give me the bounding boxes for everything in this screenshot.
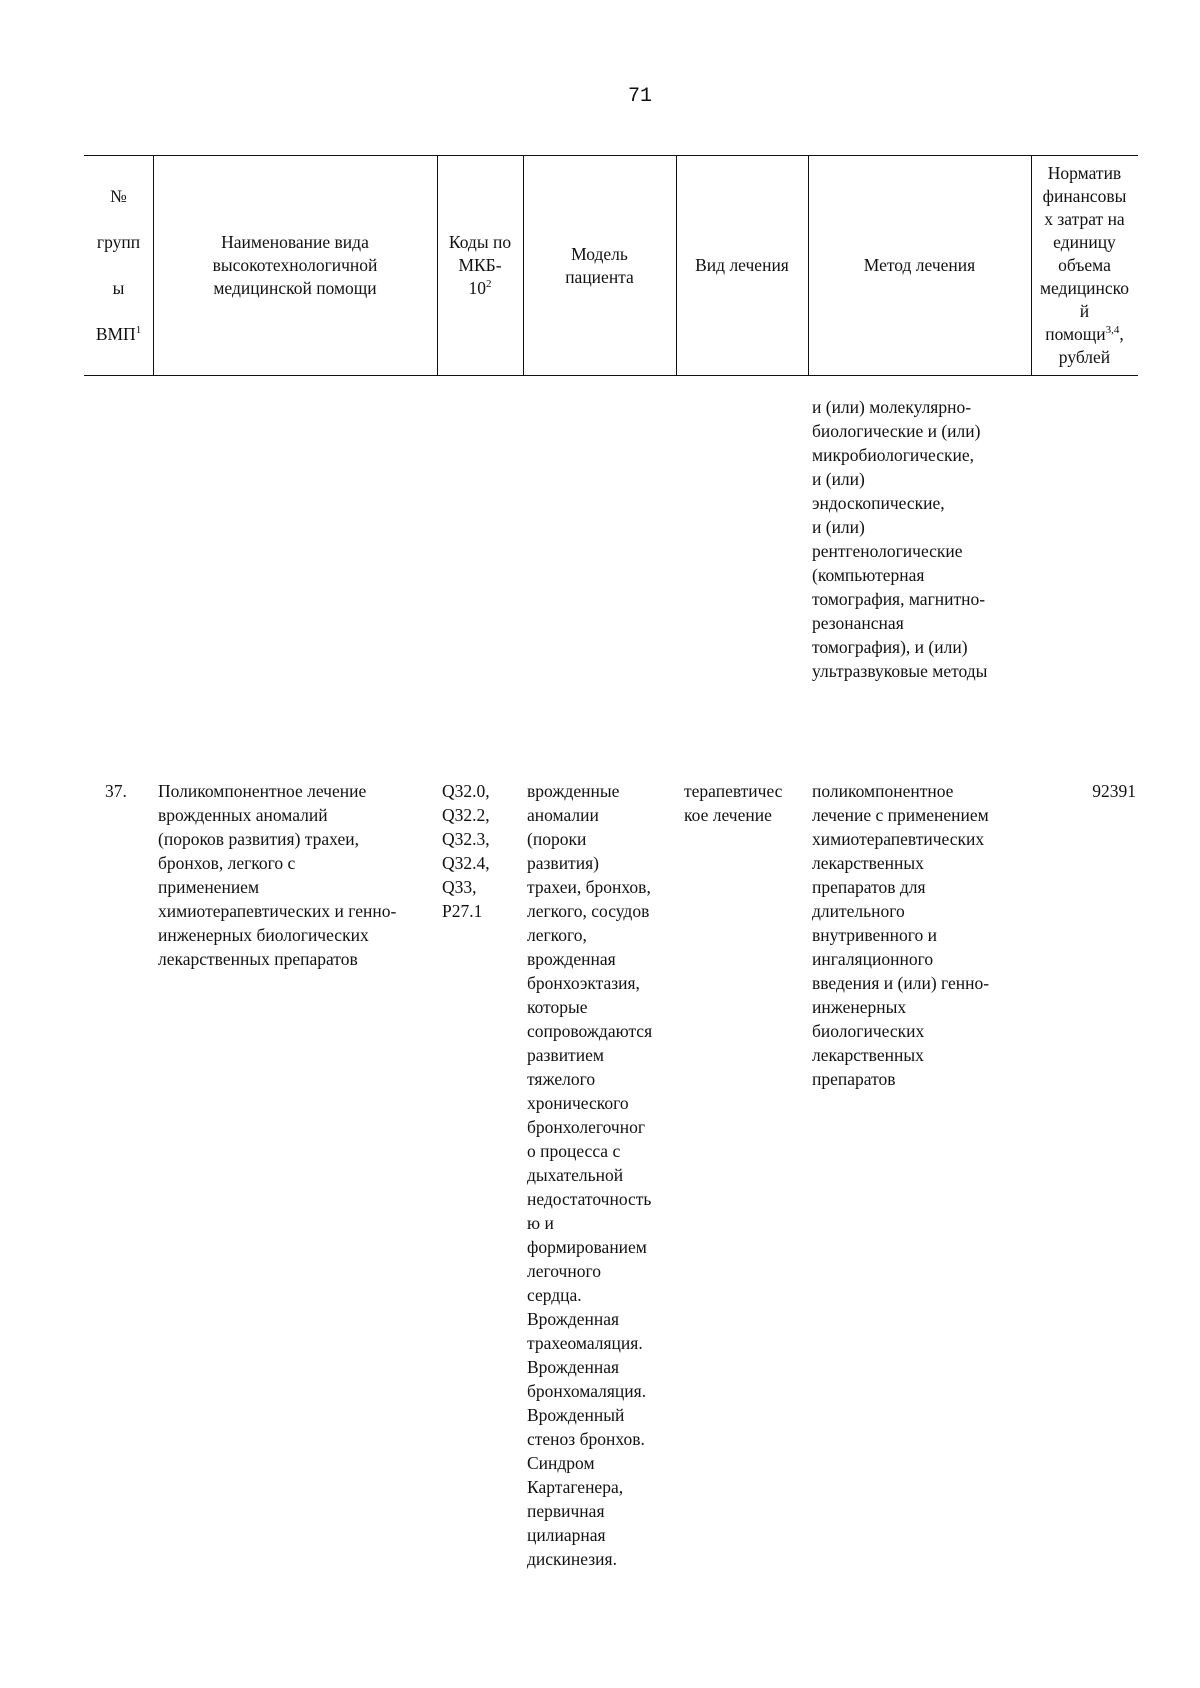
- header-treatment-method: Метод лечения: [863, 255, 976, 275]
- row-treatment-method: поликомпонентное лечение с применением химиотерапевтических лекарственных препаратов для длительного внутривенного и ингаляционного введения и (или) генно- инженерных биологических лекарственных препаратов: [812, 781, 990, 1089]
- header-care-type-name: Наименование вида высокотехнологичной медицинской помощи: [212, 232, 378, 298]
- header-norm-text: Норматив финансовы х затрат на единицу объема медицинско й помощи: [1039, 163, 1130, 344]
- row-financing-norm: 92391: [1092, 781, 1136, 801]
- header-group-line: №: [110, 186, 127, 206]
- continuation-method-text: и (или) молекулярно- биологические и (или) микробиологические, и (или) эндоскопические, и (или) рентгенологические (компьютерная томография, магнитно- резонансная томография), и (или) ультразвуковые методы: [812, 397, 988, 681]
- row-treatment-type: терапевтичес кое лечение: [684, 781, 783, 825]
- row-patient-model: врожденные аномалии (пороки развития) трахеи, бронхов, легкого, сосудов легкого, врожденная бронхоэктазия, которые сопровождаются развитием тяжелого хронического бронхолегочног о процесса с дыхательной недостаточность ю и формированием легочного сердца. Врожденная трахеомаляция. Врожденная бронхомаляция. Врожденный стеноз бронхов. Синдром Картагенера, первичная цилиарная дискинезия.: [527, 781, 653, 1569]
- header-icd-codes-text: Коды по МКБ- 10: [448, 232, 512, 298]
- header-group-line: ы: [112, 278, 125, 298]
- table-header: [84, 155, 1138, 376]
- header-financing-norm: [1031, 156, 1138, 375]
- header-patient-model: Модель пациента: [565, 243, 634, 287]
- row-group-number: 37.: [105, 781, 127, 801]
- header-norm-tail: , рублей: [1058, 324, 1124, 367]
- footnote-mark: 1: [135, 324, 142, 337]
- page-number: 71: [627, 85, 652, 108]
- header-treatment-type: Вид лечения: [695, 255, 789, 275]
- row-care-type-name: Поликомпонентное лечение врожденных аномалий (пороков развития) трахеи, бронхов, легкого с применением химиотерапевтических и генно- инженерных биологических лекарственных препаратов: [158, 781, 397, 969]
- header-group-number: [84, 156, 153, 375]
- footnote-mark: 2: [485, 278, 492, 291]
- footnote-mark: 3,4: [1105, 324, 1120, 337]
- header-icd-codes: [437, 156, 523, 375]
- header-group-last: ВМП: [95, 324, 136, 344]
- row-icd-codes: Q32.0, Q32.2, Q32.3, Q32.4, Q33, P27.1: [442, 781, 490, 921]
- header-group-line: групп: [96, 232, 141, 252]
